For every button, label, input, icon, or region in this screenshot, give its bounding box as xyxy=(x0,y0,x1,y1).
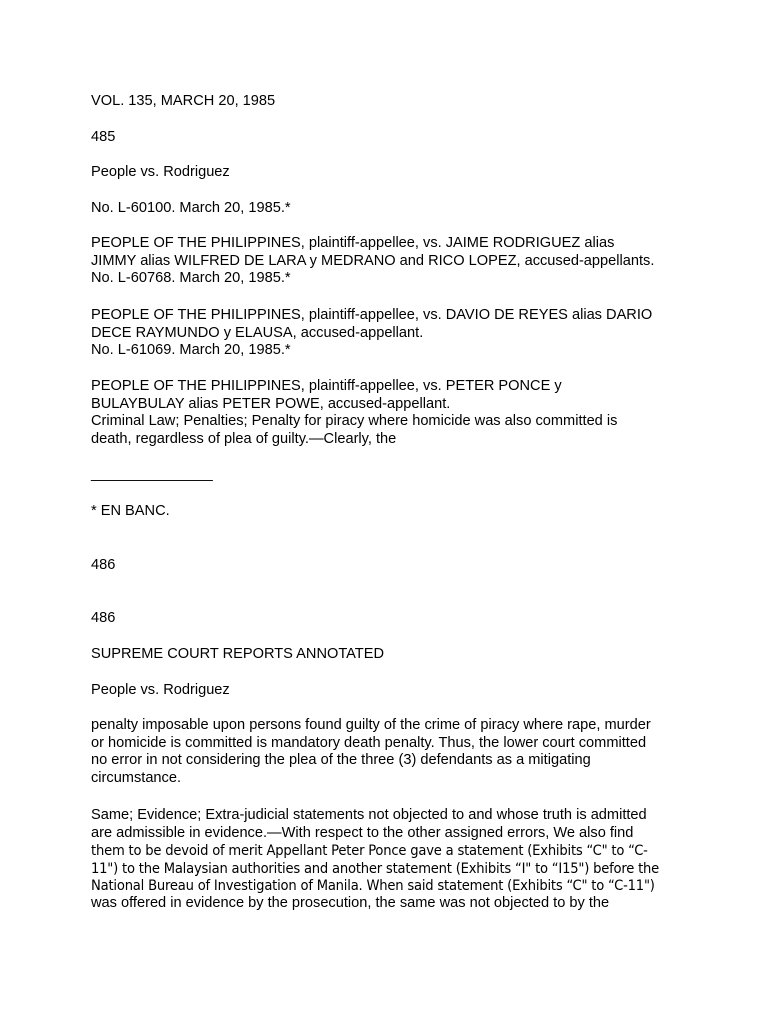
text-line: are admissible in evidence.—With respect to the other assigned errors, We also find xyxy=(91,824,634,841)
page-number: 485 xyxy=(91,129,116,145)
text-line: PEOPLE OF THE PHILIPPINES, plaintiff-appellee, vs. PETER PONCE y xyxy=(91,378,562,394)
text-line: or homicide is committed is mandatory death penalty. Thus, the lower court committed xyxy=(91,734,647,751)
case-number-2: No. L-60768. March 20, 1985.* xyxy=(91,270,291,286)
case-number-3: No. L-61069. March 20, 1985.* xyxy=(91,342,291,358)
syllabus-line: death, regardless of plea of guilty.—Clearly, the xyxy=(91,430,397,447)
text-line: BULAYBULAY alias PETER POWE, accused-appellant. xyxy=(91,395,451,412)
case-number-1: No. L-60100. March 20, 1985.* xyxy=(91,200,291,216)
case-parties-3 xyxy=(91,378,691,448)
case-parties-2 xyxy=(91,307,691,360)
text-line: circumstance. xyxy=(91,769,182,786)
text-line: PEOPLE OF THE PHILIPPINES, plaintiff-appellee, vs. DAVIO DE REYES alias DARIO xyxy=(91,307,653,323)
text-line: National Bureau of Investigation of Manila. When said statement (Exhibits “C" to “C-11") xyxy=(91,877,655,894)
text-line: penalty imposable upon persons found guilty of the crime of piracy where rape, murder xyxy=(91,717,651,733)
text-line: was offered in evidence by the prosecution, the same was not objected to by the xyxy=(91,894,610,911)
page-marker: 486 xyxy=(91,557,116,573)
body-paragraph-1 xyxy=(91,717,691,787)
page-number-2: 486 xyxy=(91,610,116,626)
text-line: DECE RAYMUNDO y ELAUSA, accused-appellant. xyxy=(91,324,424,341)
case-short-title-2: People vs. Rodriguez xyxy=(91,682,230,698)
case-short-title: People vs. Rodriguez xyxy=(91,164,230,180)
footnote-divider: _______________ xyxy=(91,466,213,482)
text-line: 11") to the Malaysian authorities and another statement (Exhibits “I" to “I15") before the xyxy=(91,859,660,877)
text-line: PEOPLE OF THE PHILIPPINES, plaintiff-appellee, vs. JAIME RODRIGUEZ alias xyxy=(91,235,615,251)
text-line: JIMMY alias WILFRED DE LARA y MEDRANO and RICO LOPEZ, accused-appellants. xyxy=(91,252,655,269)
body-paragraph-2 xyxy=(91,807,691,912)
text-line: them to be devoid of merit Appellant Peter Ponce gave a statement (Exhibits “C" to “C- xyxy=(91,842,648,859)
reporter-heading: SUPREME COURT REPORTS ANNOTATED xyxy=(91,646,384,662)
footnote: * EN BANC. xyxy=(91,503,170,519)
case-parties-1 xyxy=(91,235,691,288)
text-line: Same; Evidence; Extra-judicial statements not objected to and whose truth is admitted xyxy=(91,807,647,823)
volume-heading: VOL. 135, MARCH 20, 1985 xyxy=(91,93,276,109)
syllabus-line: Criminal Law; Penalties; Penalty for piracy where homicide was also committed is xyxy=(91,413,618,429)
text-line: no error in not considering the plea of the three (3) defendants as a mitigating xyxy=(91,752,591,768)
